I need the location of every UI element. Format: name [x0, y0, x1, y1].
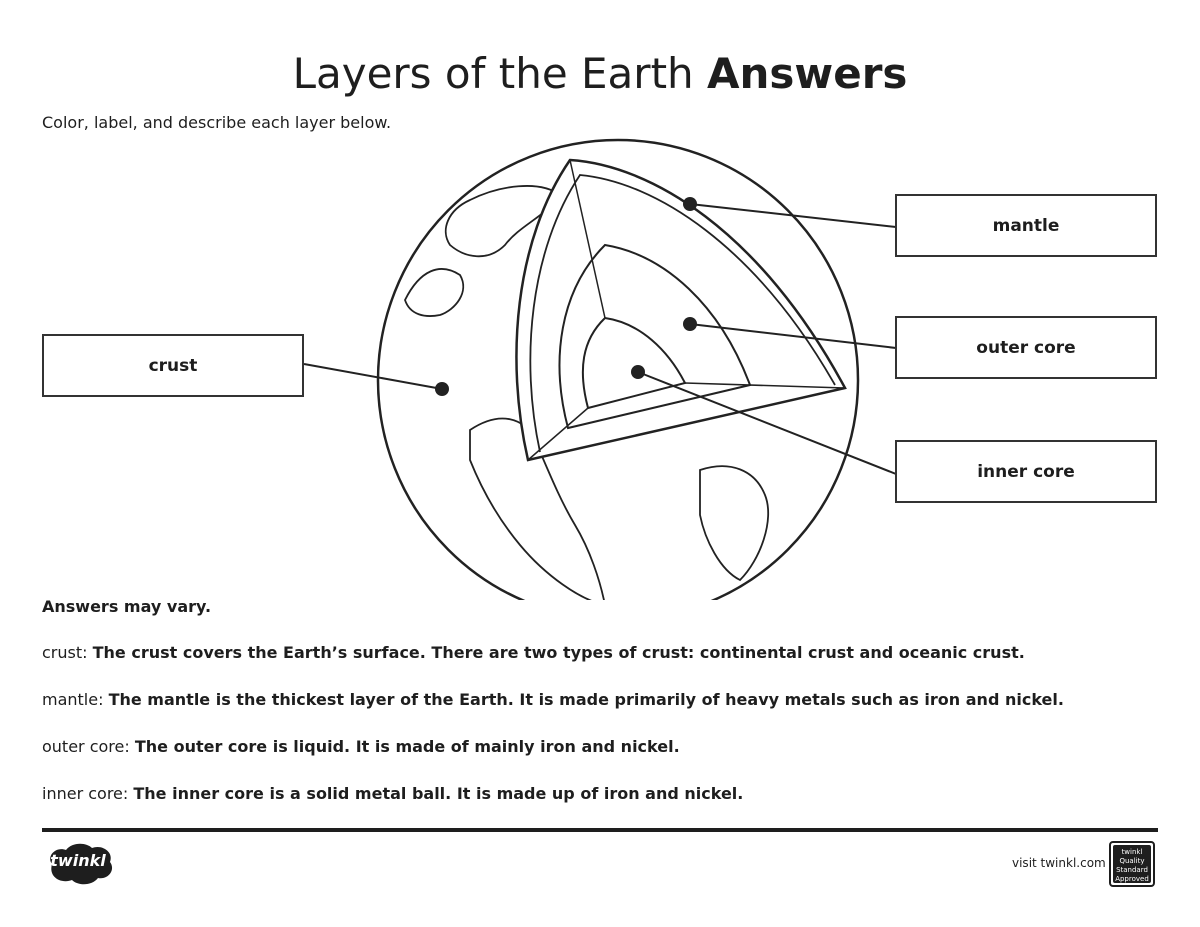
answer-term: inner core: [42, 784, 129, 803]
mantle-pointer-dot [683, 197, 697, 211]
label-box-crust: crust [42, 334, 304, 397]
crust-pointer-dot [435, 382, 449, 396]
answer-term: crust: [42, 643, 88, 662]
answer-description: The outer core is liquid. It is made of mainly iron and nickel. [134, 737, 680, 756]
quality-badge-text: twinkl Quality Standard Approved [1115, 848, 1149, 883]
answer-row-outer-core [42, 736, 1172, 758]
answer-description: The mantle is the thickest layer of the Earth. It is made primarily of heavy metals such as iron and nickel. [108, 690, 1064, 709]
answer-row-mantle [42, 689, 1172, 711]
outer-core-pointer-dot [683, 317, 697, 331]
answers-heading: Answers may vary. [42, 597, 212, 616]
answer-description: The crust covers the Earth’s surface. There are two types of crust: continental crust and oceanic crust. [92, 643, 1025, 662]
answer-term: mantle: [42, 690, 104, 709]
footer-divider [42, 828, 1158, 832]
instructions: Color, label, and describe each layer below. [42, 113, 392, 132]
label-box-outer-core: outer core [895, 316, 1157, 379]
twinkl-logo-text: twinkl [50, 851, 106, 870]
label-box-inner-core: inner core [895, 440, 1157, 503]
answer-term: outer core: [42, 737, 130, 756]
answer-row-crust [42, 642, 1172, 664]
label-box-mantle: mantle [895, 194, 1157, 257]
inner-core-pointer-dot [631, 365, 645, 379]
visit-link-text[interactable]: visit twinkl.com [1012, 856, 1106, 870]
answers-section [42, 596, 1172, 830]
answer-row-inner-core [42, 783, 1172, 805]
answer-description: The inner core is a solid metal ball. It is made up of iron and nickel. [133, 784, 744, 803]
title-bold: Answers [707, 49, 908, 98]
title-plain: Layers of the Earth [292, 49, 694, 98]
